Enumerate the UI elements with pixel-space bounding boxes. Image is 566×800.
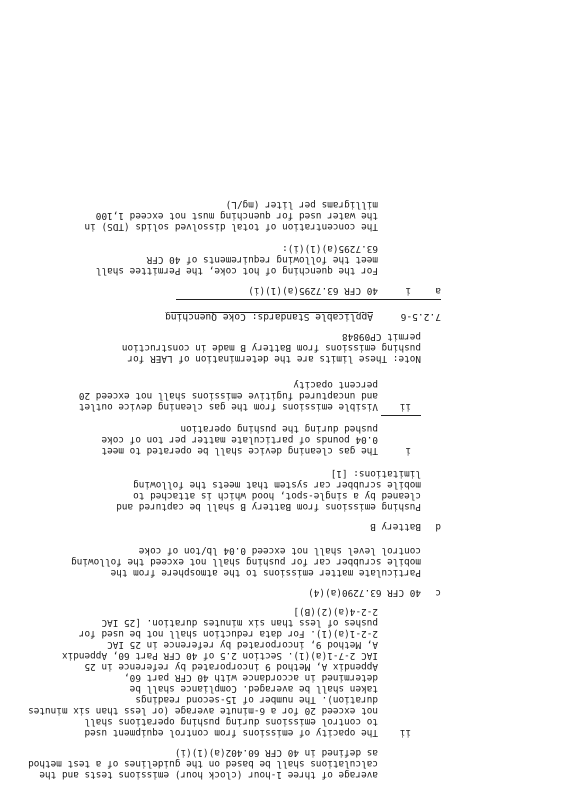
d1-line-1: The gas cleaning device shall be operated to meet (101, 445, 378, 456)
d1-label: i (405, 445, 411, 456)
a-line-5: The concentration of total dissolved solids (TDS) in (84, 221, 378, 232)
a-label: a (435, 285, 441, 296)
ii-label: ii (399, 727, 411, 738)
a-line-2: meet the following requirements of 40 CFR (146, 254, 378, 265)
ii-line-9: A, Method 9, incorporated by reference in 25 IAC (107, 639, 378, 650)
c-line-1: Particulate matter emissions to the atmosphere from the (110, 567, 421, 578)
note-line-3: permit CP09848 (341, 331, 421, 342)
ii-line-6: determined in accordance with 40 CFR part 60, (124, 672, 378, 683)
d-line-3: mobile scrubber car system that meets the following (133, 479, 421, 490)
d1-line-2: 0.04 pounds of particulate matter per ton of coke (101, 434, 378, 445)
top-line-1: average of three 1-hour (clock hour) emissions tests and the (39, 769, 378, 780)
a-line-1: For the quenching of hot coke, the Permittee shall (95, 265, 378, 276)
top-line-2: calculations shall be based on the guidelines of a test method (28, 758, 378, 769)
ii-line-2: to control emissions during pushing operations shall (84, 716, 378, 727)
section-number: 7.2.5-6 (400, 311, 441, 322)
d2-label: ii (399, 401, 411, 412)
ii-line-3: not exceed 20 for a 6-minute average (or less than six minutes (28, 705, 378, 716)
d-citation: Battery B (370, 521, 421, 532)
ii-line-4: duration). The number of 15-second readings (135, 694, 378, 705)
d2-line-2: and uncaptured fugitive emissions shall not exceed 20 (78, 390, 378, 401)
ii-line-7: Appendix A, Method 9 incorporated by reference in 25 (84, 661, 378, 672)
d-line-4: limitations: [1] (330, 468, 421, 479)
a-line-3: 63.7295(a)(1)(i): (282, 243, 378, 254)
d2-line-1: Visible emissions from the gas cleaning device outlet (78, 401, 378, 412)
note-line-2: pushing emissions from Battery B made in construction (121, 342, 421, 353)
top-line-3: as defined in 40 CFR 60.402(a)(1)(i) (174, 747, 378, 758)
ii-line-12: 2-2-4(a)(2)(B)] (293, 606, 378, 617)
ii-line-1: The opacity of emissions from control equipment used (84, 727, 378, 738)
d-line-1: Pushing emissions from Battery B shall be captured and (116, 501, 421, 512)
a-sublabel: i (405, 285, 411, 296)
ii-line-8: IAC 2-7-1(a)(1). Section 2.5 of 40 CFR Part 60, Appendix (61, 650, 378, 661)
c-citation: 40 CFR 63.7290(a)(4) (308, 587, 421, 598)
d1-line-3: pushed during the pushing operation (180, 423, 378, 434)
note-line-1: Note: These limits are the determination of LAER for (127, 353, 421, 364)
c-line-2: mobile scrubber car for pushing shall not exceed the following (71, 556, 421, 567)
a-line-6: the water used for quenching must not exceed 1,100 (95, 210, 378, 221)
c-label: c (435, 587, 441, 598)
ii-line-5: taken shall be averaged. Compliance shall be (129, 683, 378, 694)
d2-line-3: percent opacity (293, 379, 378, 390)
c-line-3: control level shall not exceed 0.04 lb/ton of coke (138, 545, 421, 556)
a-citation: 40 CFR 63.7295(a)(1)(i) (248, 285, 378, 296)
a-line-7: milligrams per liter (mg/L) (225, 199, 378, 210)
section-title: Applicable Standards: Coke Quenching (165, 311, 373, 322)
ii-line-10: 2-2-1(a)(1). For data reduction shall not be used for (78, 628, 378, 639)
d-line-2: cleaned by a single-spot, hood which is attached to (133, 490, 421, 501)
a-rule (176, 299, 441, 300)
ii-line-11: pushes of less than six minutes duration. [25 IAC (101, 617, 378, 628)
d2-rule (381, 415, 421, 416)
d-label: d (435, 521, 441, 532)
